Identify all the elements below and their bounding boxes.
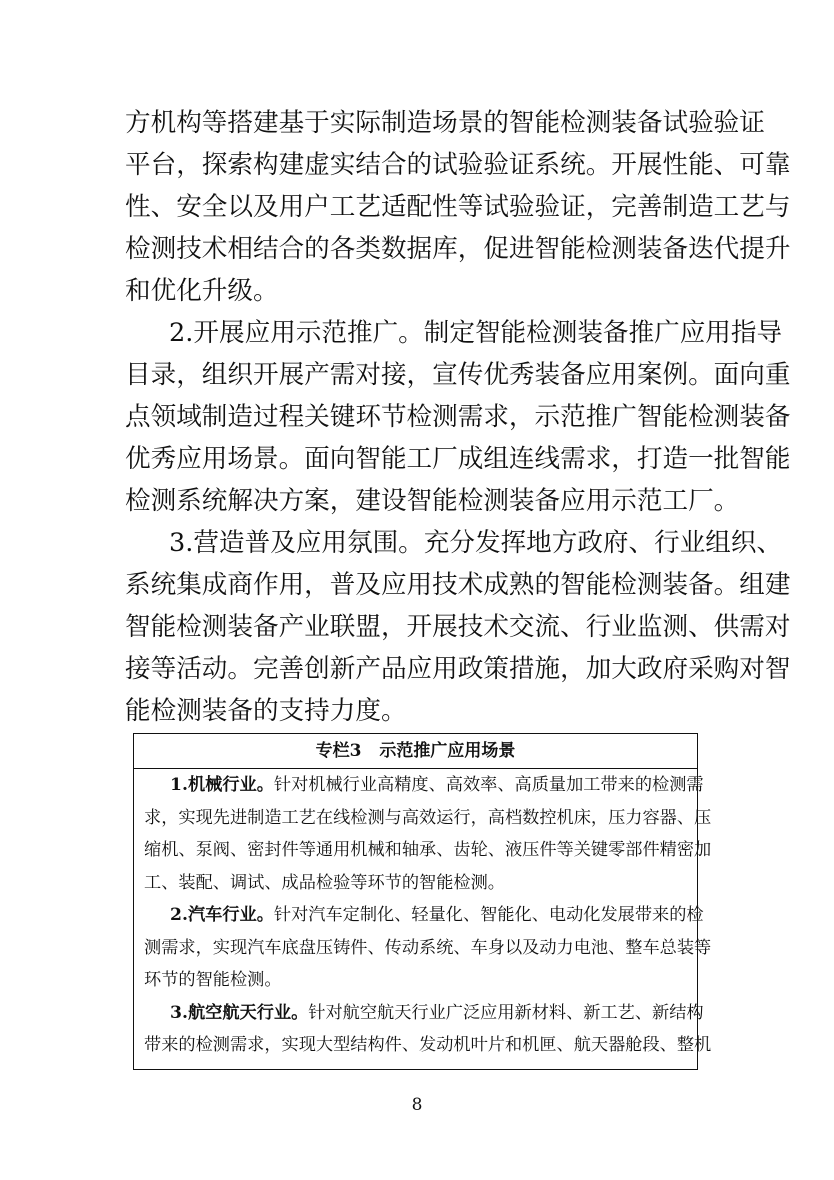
paragraph-line: 系统集成商作用，普及应用技术成熟的智能检测装备。组建 (125, 570, 791, 600)
paragraph-line: 能检测装备的支持力度。 (125, 696, 407, 726)
paragraph-line: 检测系统解决方案，建设智能检测装备应用示范工厂。 (125, 486, 740, 516)
paragraph-line: 性、安全以及用户工艺适配性等试验验证，完善制造工艺与 (125, 192, 791, 222)
paragraph-line: 点领域制造过程关键环节检测需求，示范推广智能检测装备 (125, 402, 791, 432)
box-item-line: 测需求，实现汽车底盘压铸件、传动系统、车身以及动力电池、整车总装等 (144, 937, 712, 958)
box-item-text: 针对航空航天行业广泛应用新材料、新工艺、新结构 (308, 1002, 704, 1023)
paragraph-line: 智能检测装备产业联盟，开展技术交流、行业监测、供需对 (125, 612, 791, 642)
box-item-heading: 2.汽车行业。 (170, 905, 274, 925)
paragraph-line: 目录，组织开展产需对接，宣传优秀装备应用案例。面向重 (125, 360, 791, 390)
body-text (125, 102, 791, 732)
paragraph-line: 优秀应用场景。面向智能工厂成组连线需求，打造一批智能 (125, 444, 791, 474)
box-item-line: 缩机、泵阀、密封件等通用机械和轴承、齿轮、液压件等关键零部件精密加 (144, 840, 712, 860)
paragraph-line: 平台，探索构建虚实结合的试验验证系统。开展性能、可靠 (125, 150, 791, 180)
box-item-line: 带来的检测需求，实现大型结构件、发动机叶片和机匣、航天器舱段、整机 (144, 1035, 712, 1055)
box-item-first-line (144, 769, 704, 802)
page-number: 8 (411, 1095, 423, 1115)
paragraph-line: 接等活动。完善创新产品应用政策措施，加大政府采购对智 (125, 654, 791, 684)
box-item-heading: 3.航空航天行业。 (170, 1002, 309, 1023)
feature-box-body (134, 769, 712, 1062)
box-item-text: 针对机械行业高精度、高效率、高质量加工带来的检测需 (273, 775, 704, 795)
box-item-line: 环节的智能检测。 (144, 970, 282, 990)
feature-box-heading: 示范推广应用场景 (379, 741, 516, 761)
feature-box-label: 专栏3 (315, 741, 362, 761)
box-item-text: 针对汽车定制化、轻量化、智能化、电动化发展带来的检 (273, 905, 704, 925)
box-item-line: 工、装配、调试、成品检验等环节的智能检测。 (144, 872, 505, 893)
paragraph-line: 和优化升级。 (125, 276, 279, 306)
box-item-first-line (144, 997, 704, 1030)
feature-box-title (134, 734, 697, 769)
box-item-line: 求，实现先进制造工艺在线检测与高效运行，高档数控机床，压力容器、压 (144, 807, 712, 828)
feature-box (133, 733, 712, 1070)
paragraph-line: 检测技术相结合的各类数据库，促进智能检测装备迭代提升 (125, 234, 791, 264)
box-item-heading: 1.机械行业。 (170, 775, 274, 795)
paragraph-line: 3.营造普及应用氛围。充分发挥地方政府、行业组织、 (169, 528, 783, 558)
box-item-first-line (144, 899, 704, 932)
paragraph-line: 2.开展应用示范推广。制定智能检测装备推广应用指导 (169, 318, 783, 348)
paragraph-line: 方机构等搭建基于实际制造场景的智能检测装备试验验证 (125, 108, 765, 138)
